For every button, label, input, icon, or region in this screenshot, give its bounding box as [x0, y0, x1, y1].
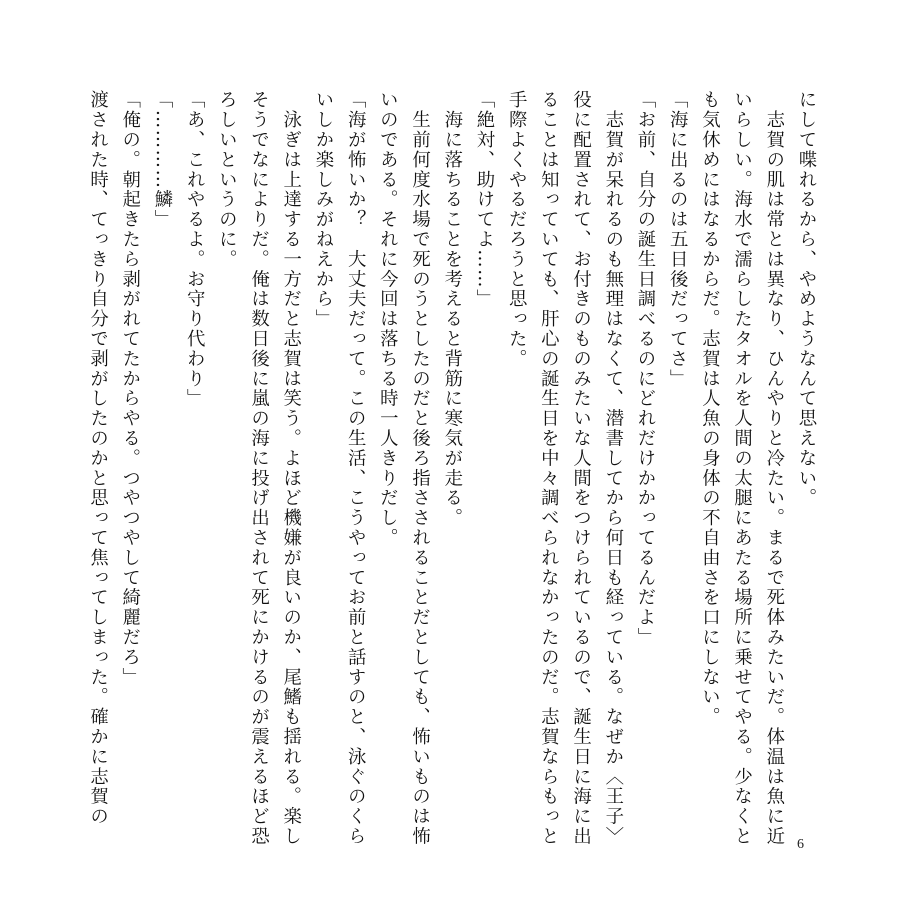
- text-line: 手際よくやるだろうと思った。: [506, 90, 528, 369]
- text-line: 「絶対、助けてよ……」: [473, 90, 495, 309]
- vertical-text-body: [62, 90, 822, 847]
- page-number: 6: [797, 837, 804, 852]
- text-line: 生前何度水場で死のうとしたのだと後ろ指さされることだとしても、怖いものは怖: [409, 90, 431, 847]
- text-line: 泳ぎは上達する一方だと志賀は笑う。よほど機嫌が良いのか、尾鰭も揺れる。楽し: [280, 90, 302, 847]
- text-line: ろしいというのに。: [216, 90, 238, 270]
- text-line: 「海が怖いか？ 大丈夫だって。この生活、こうやってお前と話すのと、泳ぐのくら: [345, 90, 367, 847]
- text-line: 渡された時、てっきり自分で剥がしたのかと思って焦ってしまった。確かに志賀の: [87, 90, 109, 827]
- text-line: 「海に出るのは五日後だってさ」: [667, 90, 689, 389]
- text-line: 志賀の肌は常とは異なり、ひんやりと冷たい。まるで死体みたいだ。体温は魚に近: [763, 90, 785, 847]
- text-line: いしか楽しみがねえから」: [312, 90, 334, 329]
- text-line: 「あ、これやるよ。お守り代わり」: [184, 90, 206, 409]
- text-line: いらしい。海水で濡らしたタオルを人間の太腿にあたる場所に乗せてやる。少なくと: [731, 90, 753, 847]
- text-line: も気休めにはなるからだ。志賀は人魚の身体の不自由さを口にしない。: [699, 90, 721, 727]
- text-line: にして喋れるから、やめようなんて思えない。: [796, 90, 817, 508]
- text-line: 「お前、自分の誕生日調べるのにどれだけかかってるんだよ」: [634, 90, 656, 648]
- text-line: そうでなによりだ。俺は数日後に嵐の海に投げ出されて死にかけるのが震えるほど恐: [248, 90, 270, 847]
- text-line: 役に配置されて、お付きのものみたいな人間をつけられているので、誕生日に海に出: [570, 90, 592, 847]
- text-line: ることは知っていても、肝心の誕生日を中々調べられなかったのだ。志賀ならもっと: [538, 90, 560, 847]
- text-line: 海に落ちることを考えると背筋に寒気が走る。: [441, 90, 463, 528]
- text-line: 志賀が呆れるのも無理はなくて、潜書してから何日も経っている。なぜか〈王子〉: [602, 90, 624, 847]
- text-line: いのである。それに今回は落ちる時一人きりだし。: [377, 90, 399, 548]
- text-line: 「…………鱗」: [151, 90, 173, 230]
- text-line: 「俺の。朝起きたら剥がれてたからやる。つやつやして綺麗だろ」: [119, 90, 141, 687]
